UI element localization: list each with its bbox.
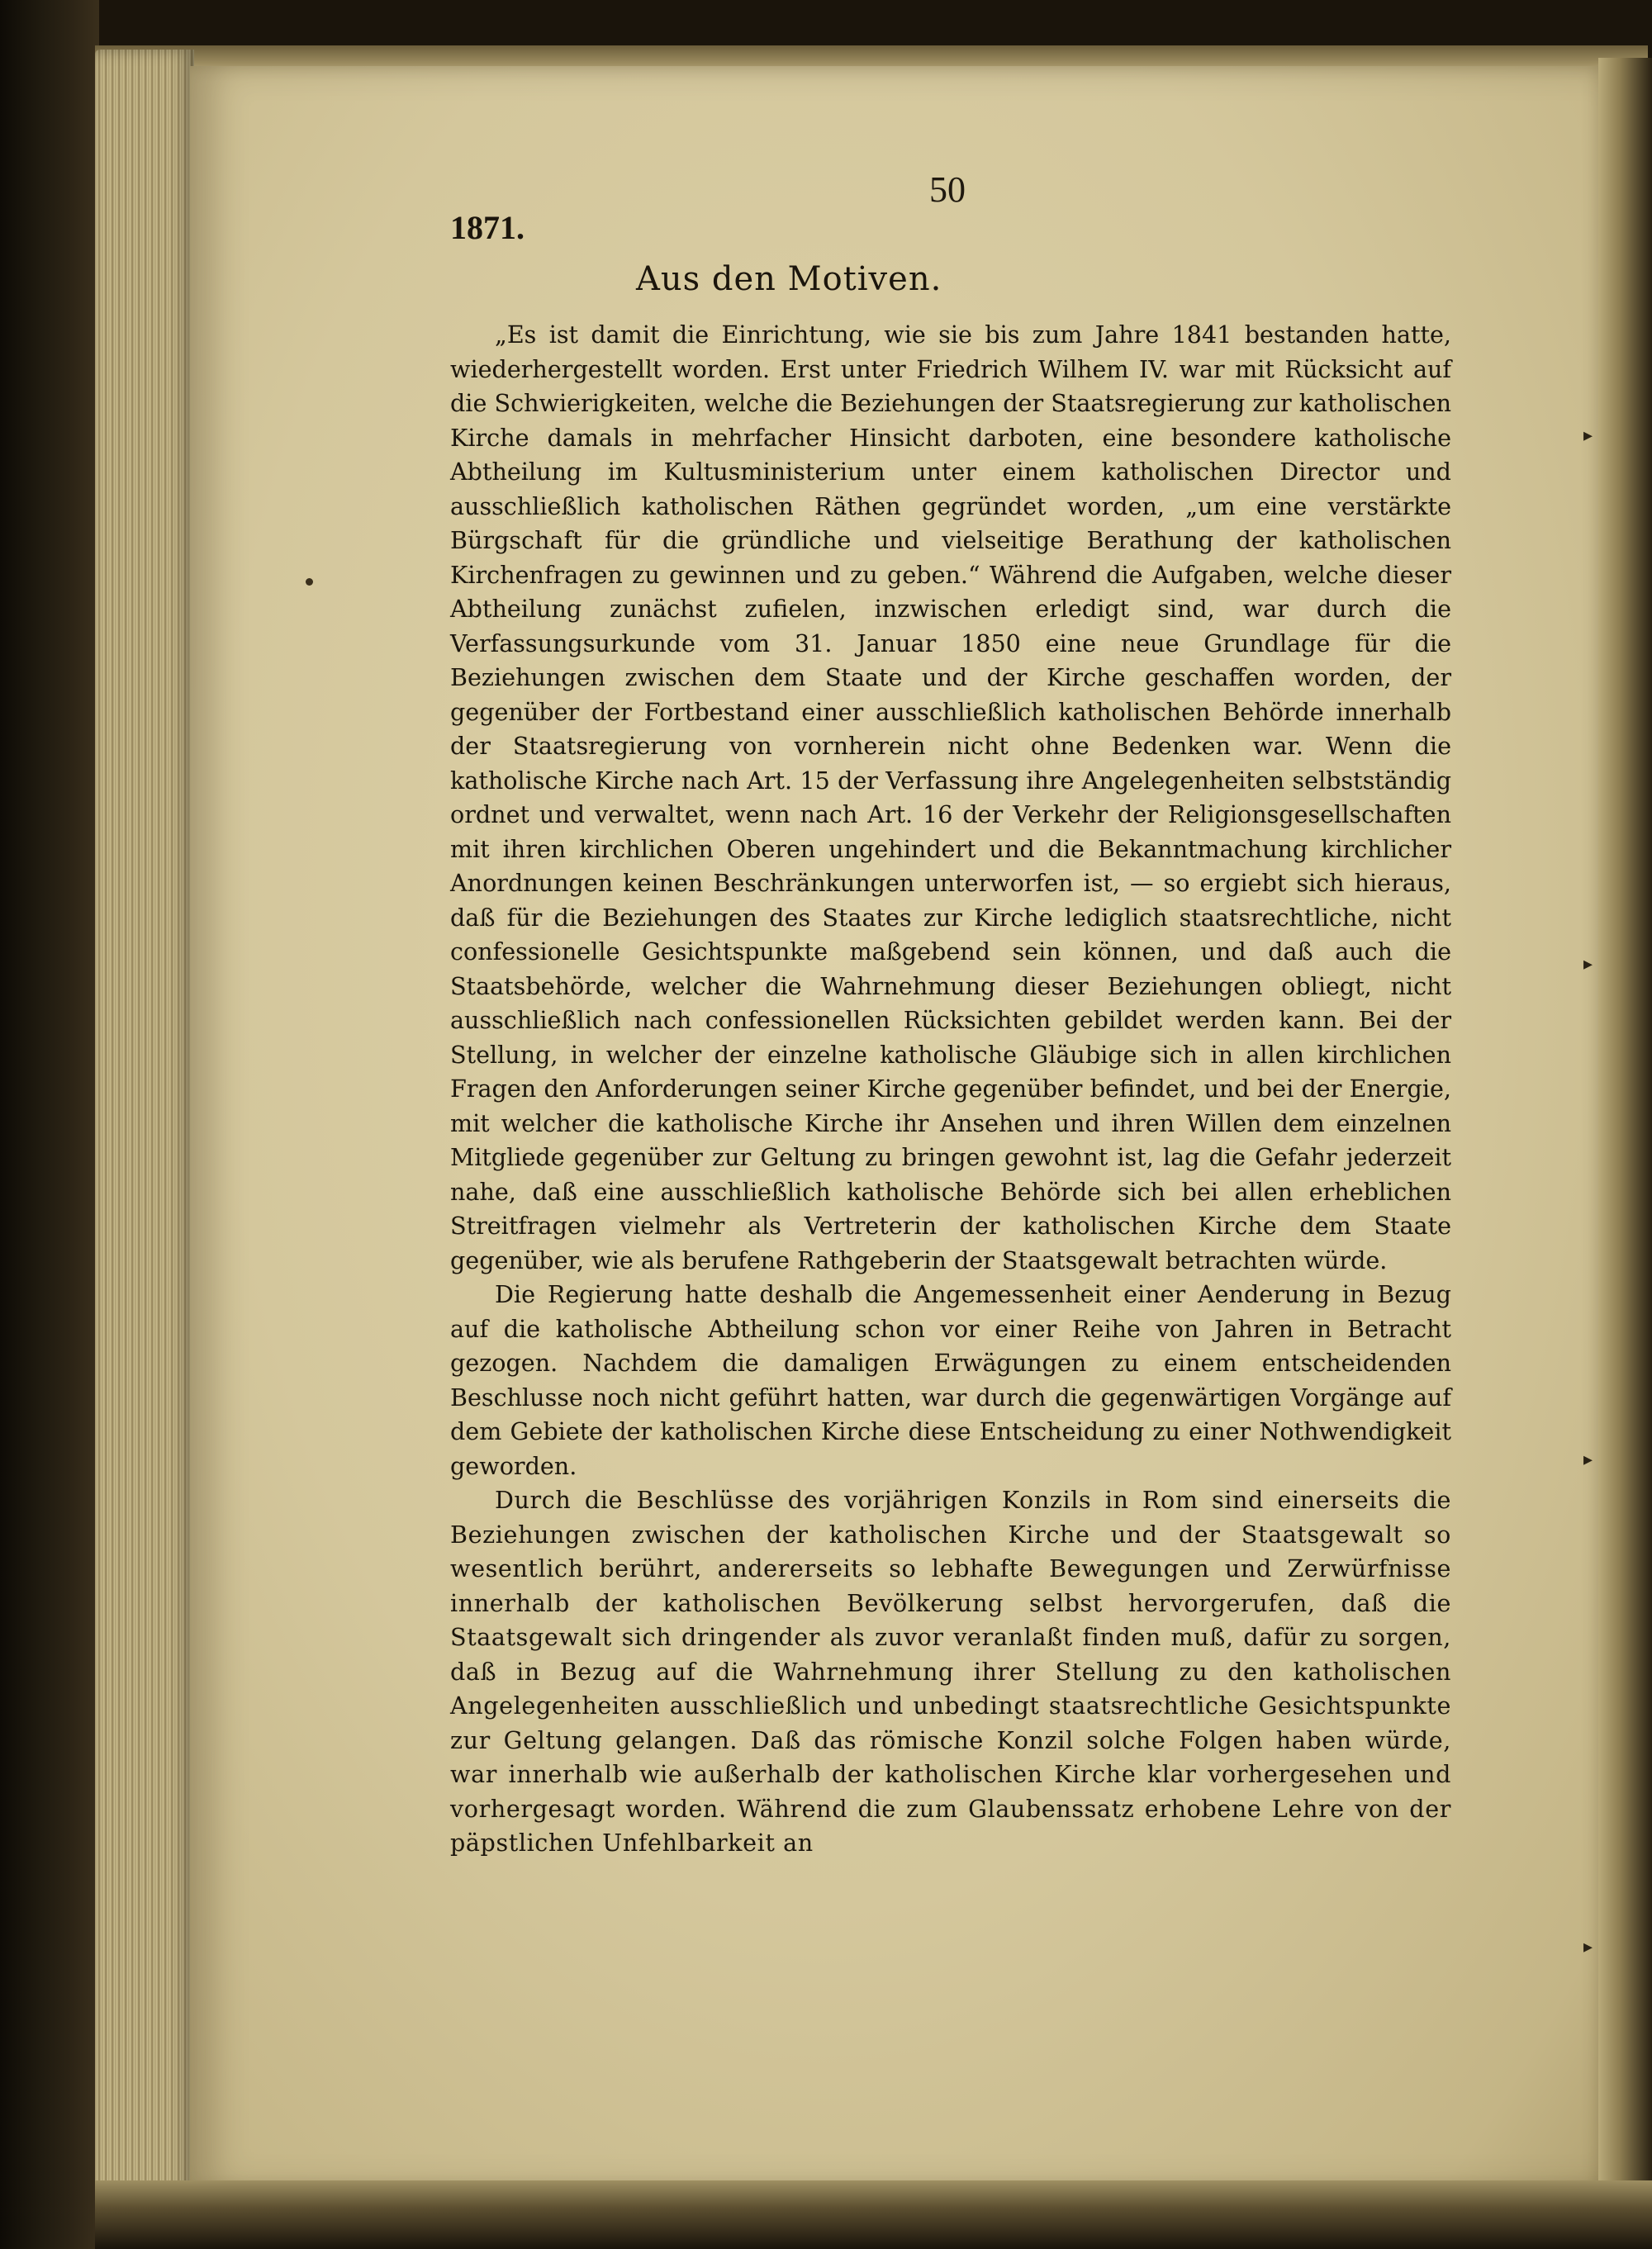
paragraph: Die Regierung hatte deshalb die Angemessenheit einer Aenderung in Bezug auf die katholische Abtheilung schon vor einer Reihe von Jahren in Betracht gezogen. Nachdem die damaligen Erwägungen zu einem entscheidenden Beschlusse noch nicht geführt hatten, war durch die gegenwärtigen Vorgänge auf dem Gebiete der katholischen Kirche diese Entscheidung zu einer Nothwendigkeit geworden. bbox=[450, 1280, 1451, 1480]
book-binding bbox=[0, 0, 99, 2249]
page-number: 50 bbox=[929, 169, 966, 210]
book-bottom-edge bbox=[95, 2180, 1652, 2249]
ink-spot bbox=[306, 578, 313, 586]
body-text bbox=[450, 318, 1451, 1861]
bleed-through-marks: ▸ ▸ ▸ ▸ bbox=[1583, 425, 1593, 1957]
book-page-edges bbox=[95, 50, 194, 2197]
book-right-edge bbox=[1598, 58, 1652, 2205]
section-heading: Aus den Motiven. bbox=[636, 260, 942, 298]
paragraph: Durch die Beschlüsse des vorjährigen Konzils in Rom sind einerseits die Beziehungen zwischen der katholischen Kirche und der Staatsgewalt so wesentlich berührt, andererseits so lebhafte Bewegungen und Zerwürfnisse innerhalb der katholischen Bevölkerung selbst hervorgerufen, daß die Staatsgewalt sich dringender als zuvor veranlaßt finden muß, dafür zu sorgen, daß in Bezug auf die Wahrnehmung ihrer Stellung zu den katholischen Angelegenheiten ausschließlich und unbedingt staatsrechtliche Gesichtspunkte zur Geltung gelangen. Daß das römische Konzil solche Folgen haben würde, war innerhalb wie außerhalb der katholischen Kirche klar vorhergesehen und vorhergesagt worden. Während die zum Glaubenssatz erhobene Lehre von der päpstlichen Unfehlbarkeit an bbox=[450, 1486, 1451, 1857]
year-marginal: 1871. bbox=[450, 209, 525, 246]
paragraph: „Es ist damit die Einrichtung, wie sie bis zum Jahre 1841 bestanden hatte, wiederhergestellt worden. Erst unter Friedrich Wilhem IV. war mit Rücksicht auf die Schwierigkeiten, welche die Beziehungen der Staatsregierung zur katholischen Kirche damals in mehrfacher Hinsicht darboten, eine besondere katholische Abtheilung im Kultusministerium unter einem katholischen Director und ausschließlich katholischen Räthen gegründet worden, „um eine verstärkte Bürgschaft für die gründliche und vielseitige Berathung der katholischen Kirchenfragen zu gewinnen und zu geben.“ Während die Aufgaben, welche dieser Abtheilung zunächst zufielen, inzwischen erledigt sind, war durch die Verfassungsurkunde vom 31. Januar 1850 eine neue Grundlage für die Beziehungen zwischen dem Staate und der Kirche geschaffen worden, der gegenüber der Fortbestand einer ausschließlich katholischen Behörde innerhalb der Staatsregierung von vornherein nicht ohne Bedenken war. Wenn die katholische Kirche nach Art. 15 der Verfassung ihre Angelegenheiten selbstständig ordnet und verwaltet, wenn nach Art. 16 der Verkehr der Religionsgesellschaften mit ihren kirchlichen Oberen ungehindert und die Bekanntmachung kirchlicher Anordnungen keinen Beschränkungen unterworfen ist, — so ergiebt sich hieraus, daß für die Beziehungen des Staates zur Kirche lediglich staatsrechtliche, nicht confessionelle Gesichtspunkte maßgebend sein können, und daß auch die Staatsbehörde, welcher die Wahrnehmung dieser Beziehungen obliegt, nicht ausschließlich nach confessionellen Rücksichten gebildet werden kann. Bei der Stellung, in welcher der einzelne katholische Gläubige sich in allen kirchlichen Fragen den Anforderungen seiner Kirche gegenüber befindet, und bei der Energie, mit welcher die katholische Kirche ihr Ansehen und ihren Willen dem einzelnen Mitgliede gegenüber zur Geltung zu bringen gewohnt ist, lag die Gefahr jederzeit nahe, daß eine ausschließlich katholische Behörde sich bei allen erheblichen Streitfragen vielmehr als Vertreterin der katholischen Kirche dem Staate gegenüber, wie als berufene Rathgeberin der Staatsgewalt betrachten würde. bbox=[450, 320, 1451, 1274]
